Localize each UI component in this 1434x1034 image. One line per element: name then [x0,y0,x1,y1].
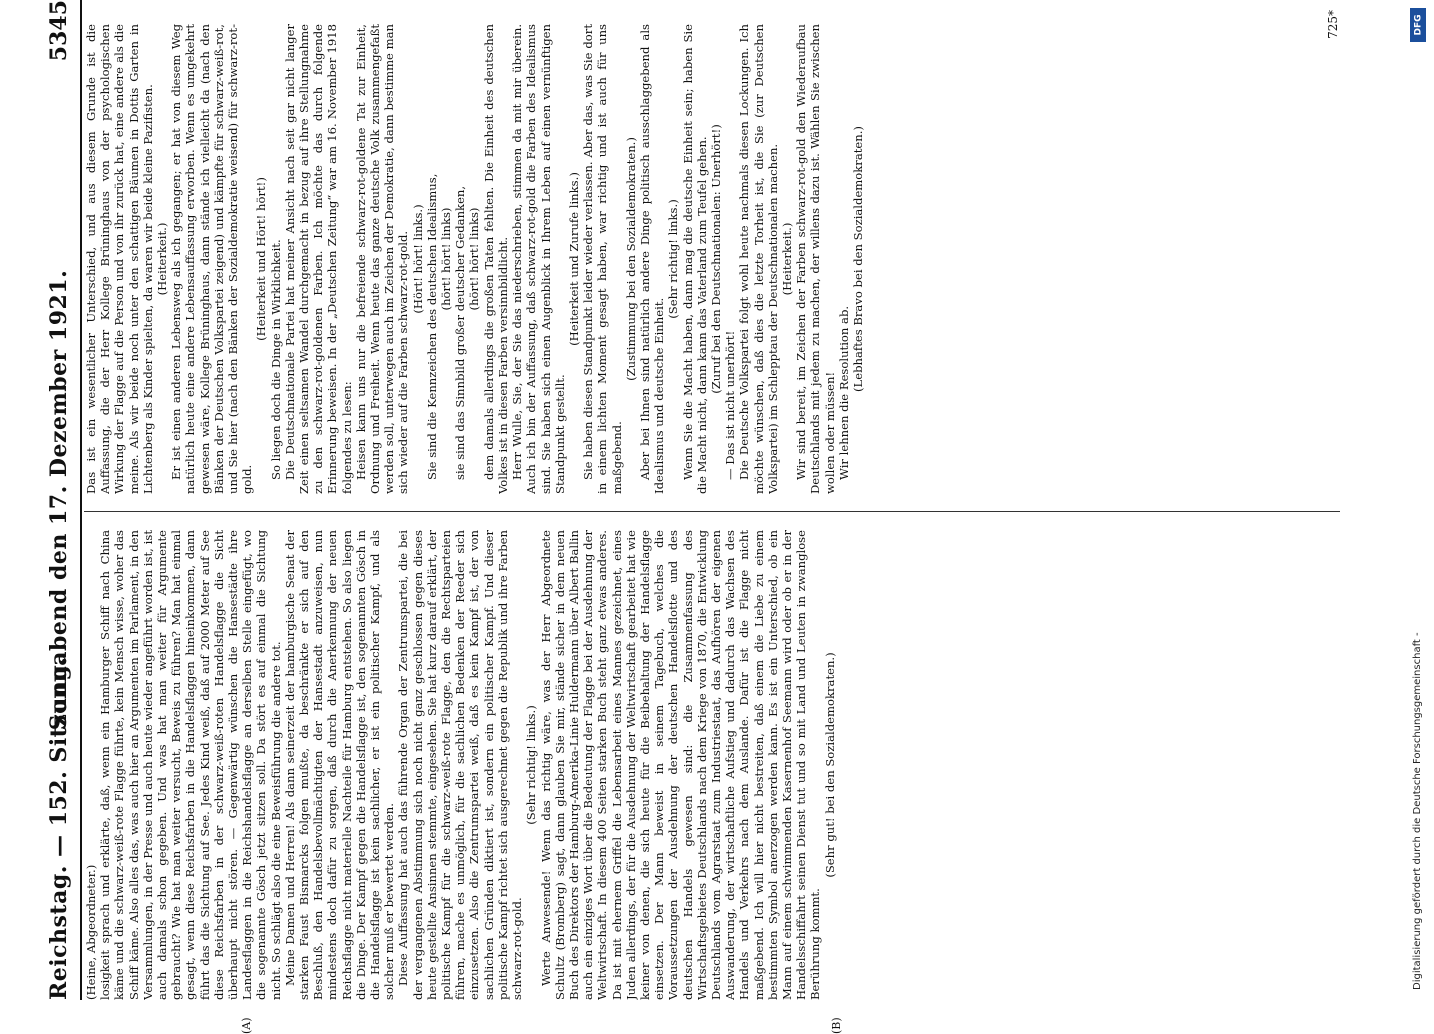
rotated-page [40,0,1340,1034]
page-header [40,0,82,1000]
interjection: (Lebhaftes Bravo bei den Sozialdemokraten.) [850,126,865,392]
quotation: dem damals allerdings die großen Taten fehlten. Die Einheit des deutschen Volkes ist in diesen Farben versinnbildlicht. [481,24,510,494]
paragraph: Diese Auffassung hat auch das führende Organ der Zentrumspartei, die bei der vergangenen Abstimmung sich noch nicht ganz geschlossen gegen dieses heute gestellte Ansinnen stemmte, eingesehen. Sie hat kurz darauf erklärt, der politische Kampf für die schwarz-weiß-rote Flagge, den die Rechtsparteien führen, mache es unmöglich, für die sachlichen Bedenken der Reeder sich einzusetzen. Also die Zentrumspartei weiß, daß es kein Kampf ist, der von sachlichen Gründen diktiert ist, sondern ein politischer Kampf. Und dieser politische Kampf richtet sich ausgerechnet gegen die Republik und ihre Farben schwarz-rot-gold. [396,530,525,1000]
interjection: (Hört! hört! links.) [410,204,425,314]
interjection: (Heiterkeit und Zurufe links.) [566,172,581,346]
paragraph: Er ist einen anderen Lebensweg als ich gegangen; er hat von diesem Weg natürlich heute eine andere Lebensauffassung erworben. Wenn es umgekehrt gewesen wäre, Kollege Brüninghaus, dann stände ich vielleicht da (nach den Bänken der Deutschen Volkspartei zeigend) und kämpfte für schwarz-weiß-rot, und Sie hier (nach den Bänken der Sozialdemokratie weisend) für schwarz-rot-gold. [169,24,255,494]
right-column [84,24,1340,494]
paragraph: Die Deutschnationale Partei hat meiner Ansicht nach seit gar nicht langer Zeit einen seltsamen Wandel durchgemacht in bezug auf ihre Stellungnahme zu den schwarz-rot-goldenen Farben. Ich möchte das durch folgende Erinnerung beweisen. In der „Deutschen Zeitung“ war am 16. November 1918 folgendes zu lesen: [282,24,354,494]
interjection: (Heiterkeit.) [779,222,794,296]
margin-mark-b: (B) [830,1017,843,1034]
interjection: (Heiterkeit und Hört! hört!) [254,177,269,341]
paragraph: Wenn Sie die Macht haben, dann mag die deutsche Einheit sein; haben Sie die Macht nicht, dann kann das Vaterland zum Teufel gehen. [680,24,709,494]
quotation: sie sind das Sinnbild großer deutscher Gedanken, [453,185,468,480]
speaker-label: (Heine, Abgeordneter.) [84,864,98,1000]
interjection: (Sehr richtig! links.) [524,705,539,825]
paragraph: Das ist ein wesentlicher Unterschied, und aus diesem Grunde ist die Auffassung, die der Herr Kollege Brüninghaus von der psychologischen Wirkung der Flagge auf die Person und von ihr zurück hat, eine andere als die meine. Als wir beide noch unter den schattigen Bäumen in Dottis Garten in Lichtenberg als Kinder spielten, da waren wir beide kleine Pazifisten. [84,24,155,494]
interjection: (Sehr richtig! links.) [666,199,681,319]
paragraph: Werte Anwesende! Wenn das richtig wäre, was der Herr Abgeordnete Schultz (Bromberg) sagt, dann glauben Sie mir, stände sicher in dem neuen Buch des Direktors der Hamburg-Amerika-Linie Huldermann über Albert Ballin auch ein einziges Wort über die Bedeutung der Flagge bei der Ausdehnung der Weltwirtschaft. In diesem 400 Seiten starken Buch steht ganz etwas anderes. Da ist mit ehernem Griffel die Lebensarbeit eines Mannes gezeichnet, eines Juden allerdings, der für die Ausdehnung der Weltwirtschaft gearbeitet hat wie keiner von denen, die sich heute für die Beibehaltung der Handelsflagge einsetzen. Der Mann beweist in seinem Tagebuch, welches die Voraussetzungen der Ausdehnung der deutschen Handelsflotte und des deutschen Handels gewesen sind: die Zusammenfassung des Wirtschaftsgebietes Deutschlands nach dem Kriege von 1870, die Entwicklung Deutschlands vom Agrarstaat zum Industriestaat, das Aufhören der eigenen Auswanderung, der wirtschaftliche Aufstieg und dadurch das Wachsen des Handels und Verkehrs nach dem Auslande. Dafür ist die Flagge nicht maßgebend. Ich will hier nicht bestreiten, daß einem die Liebe zu einem bestimmten Symbol anerzogen werden kann. Es ist ein Unterschied, ob ein Mann auf einem schwimmenden Kasernenhof Seemann wird oder ob er in der Handelsschiffahrt seinen Dienst tut und so mit Land und Leuten in zwanglose Berührung kommt. [538,530,823,1000]
column-divider [84,511,1340,512]
paragraph: Sie haben diesen Standpunkt leider wieder verlassen. Aber das, was Sie dort in einem lichten Moment gesagt haben, war richtig und ist auch für uns maßgebend. [581,24,624,494]
footer-number: 725* [1326,10,1340,39]
dfg-logo-badge [1410,8,1426,42]
interjection: (Zustimmung bei den Sozialdemokraten.) [623,137,638,381]
left-column [84,530,1340,1000]
digitization-note-text: Digitalisierung gefördert durch die Deutsche Forschungsgemeinschaft - [1412,632,1423,990]
paragraph: Herr Wulle, Sie, der Sie das niederschrieben, stimmen da mit mir überein. Auch ich bin der Auffassung, daß schwarz-rot-gold die Farben des Idealismus sind. Sie haben sich einen Augenblick in Ihrem Leben auf einen vernünftigen Standpunkt gestellt. [510,24,567,494]
paragraph: So liegen doch die Dinge in Wirklichkeit. [268,239,283,480]
header-title: Reichstag. — 152. Sitzung. [46,656,72,1000]
paragraph: losigkeit sprach und erklärte, daß, wenn ein Hamburger Schiff nach China käme und die schwarz-weiß-rote Flagge führte, kein Mensch wisse, woher das Schiff käme. Also alles das, was auch hier an Argumenten im Parlament, in den Versammlungen, in der Presse und auch heute wieder angeführt worden ist, ist auch damals schon gegeben. Und was hat man weiter für Argumente gebraucht? Wie hat man weiter versucht, Beweis zu führen? Man hat einmal gesagt, wenn diese Reichsfarben in die Handelsflaggen hineinkommen, dann führt das die Sichtung auf See. Jedes Kind weiß, daß auf 2000 Meter auf See diese Reichsfarben in der schwarz-weiß-roten Handelsflagge die Sicht überhaupt nicht stören. — Gegenwärtig wünschen die Hansestädte ihre Landesflaggen in die Reichshandelsflagge an derselben Stelle eingefügt, wo die sogenannte Gösch jetzt sitzen soll. Da stört es auf einmal die Sichtung nicht. So schlägt also die eine Beweisführung die andere tot. [98,530,283,1000]
header-date: Sonnabend den 17. Dezember 1921. [46,269,72,731]
quotation: Sie sind die Kennzeichen des deutschen Idealismus, [424,173,439,480]
paragraph: Die Deutsche Volkspartei folgt wohl heute nachmals diesen Lockungen. Ich möchte wünschen, daß dies die letzte Torheit ist, die Sie (zur Deutschen Volkspartei) im Schlepptau der Deutschnationalen machen. [737,24,780,494]
dfg-logo-text: DFG [1413,14,1424,36]
interjection: (hört! hört! links) [439,207,454,311]
page-number: 5345 [46,0,72,62]
interjection: (hört! hört! links) [467,207,482,311]
quotation: Heisen kann uns nur die befreiende schwarz-rot-goldene Tat zur Einheit, Ordnung und Freiheit. Wenn heute das ganze deutsche Volk zusammengefaßt werden soll, unterwegen auch im Zeichen der Demokratie, dann bestimme man sich wieder auf die Farben schwarz-rot-gold. [353,24,411,494]
paragraph: Aber bei Ihnen sind natürlich andere Dinge politisch ausschlaggebend als Idealismus und deutsche Einheit. [637,24,667,494]
interjection: (Sehr gut! bei den Sozialdemokraten.) [822,652,837,878]
paragraph: — Das ist nicht unerhört! [723,330,738,480]
paragraph: Wir lehnen die Resolution ab. [836,305,851,480]
digitization-note [1408,10,1428,990]
interjection: (Zuruf bei den Deutschnationalen: Unerhört!) [708,124,723,394]
interjection: (Heiterkeit.) [155,222,170,296]
paragraph: Meine Damen und Herren! Als dann seinerzeit der hamburgische Senat der starken Faust Bismarcks folgen mußte, da beschränkte er sich auf den Beschluß, den Handelsbevollmächtigten der Hansestadt anzuweisen, nun mindestens doch dafür zu sorgen, daß durch die Anerkennung der neuen Reichsflagge nicht materielle Nachteile für Hamburg entstehen. So also liegen die Dinge. Der Kampf gegen die Handelsflagge ist, den sogenannten Gösch in die Handelsflagge ist kein sachlicher, er ist ein politischer Kampf, und als solcher muß er bewertet werden. [282,530,397,1000]
paragraph: Wir sind bereit, im Zeichen der Farben schwarz-rot-gold den Wiederaufbau Deutschlands mit jedem zu machen, der willens dazu ist. Wählen Sie zwischen wollen oder müssen! [794,24,837,494]
margin-mark-a: (A) [240,1017,253,1034]
